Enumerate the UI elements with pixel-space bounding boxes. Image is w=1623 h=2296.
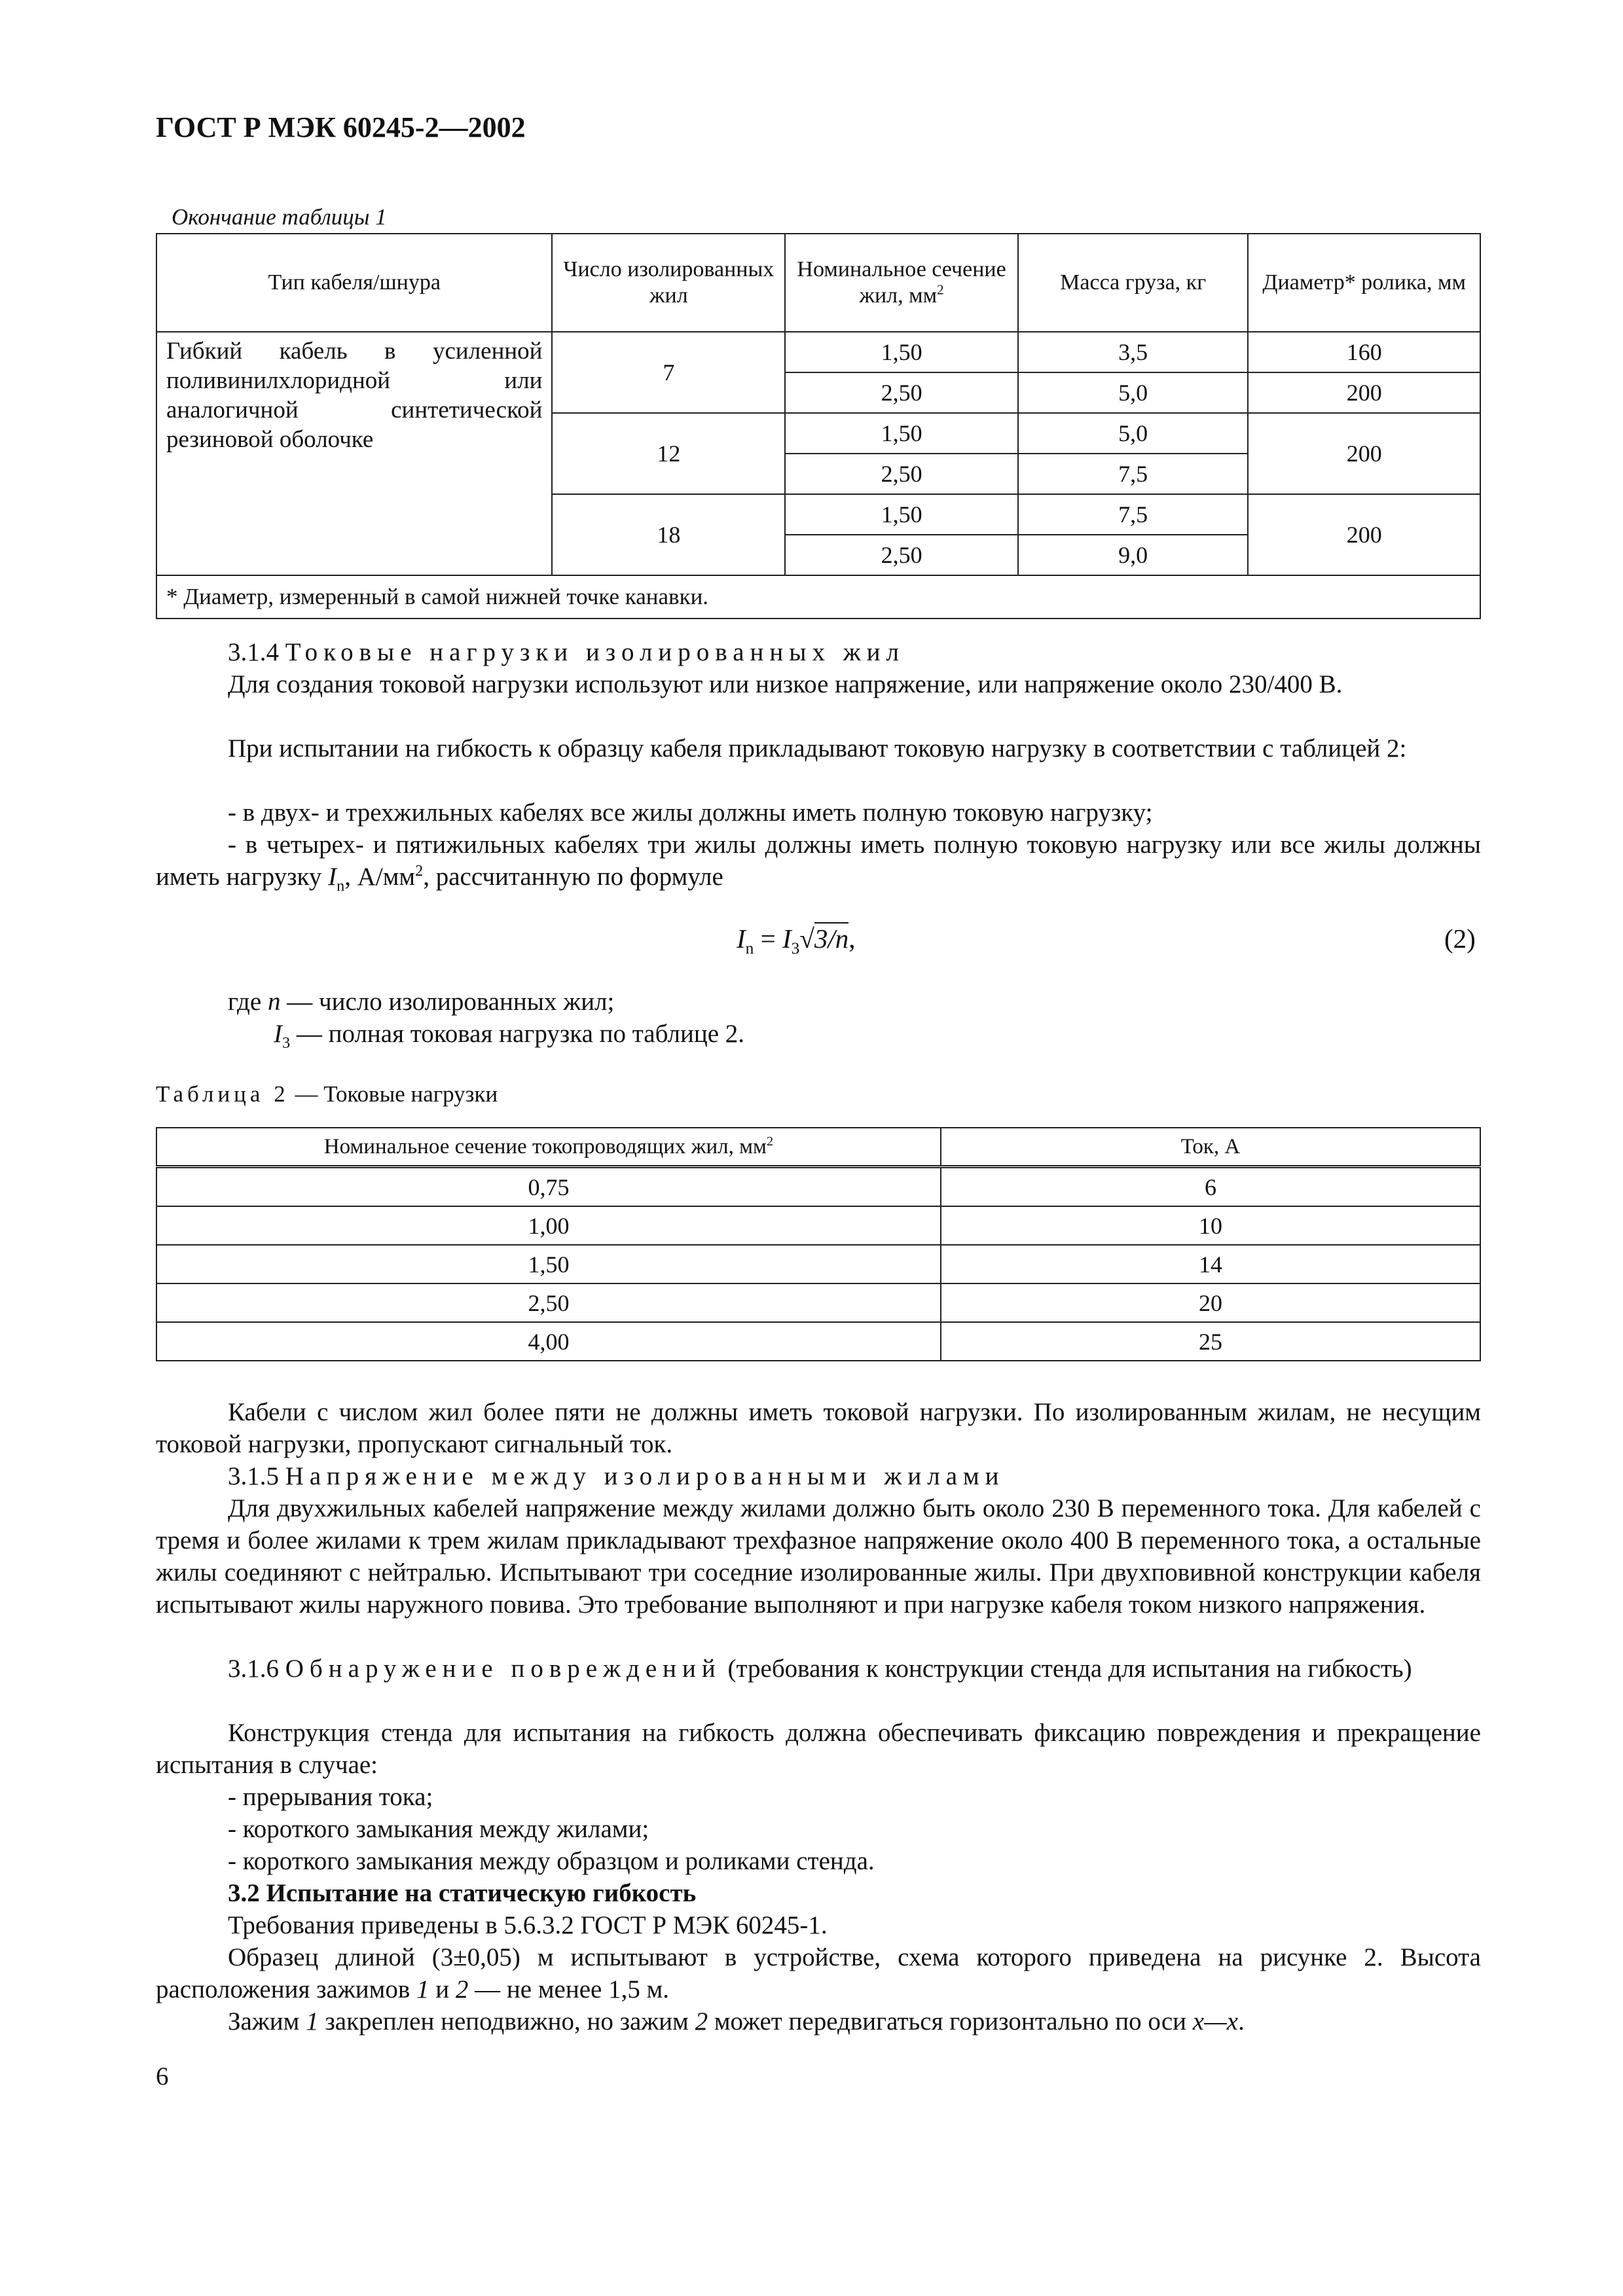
section-cell: 2,50 [156,1283,941,1322]
section-title: Обнаружение повреждений [285,1655,721,1683]
diameter-cell: 200 [1248,413,1480,494]
section-heading [228,1460,1005,1492]
current-cell: 25 [941,1322,1480,1361]
current-cell: 10 [941,1206,1480,1245]
table1-header-cell: Масса груза, кг [1018,234,1248,332]
table1-header-row [156,234,1480,332]
italic-variable: n [267,988,281,1016]
table-row [156,1245,1480,1283]
table1-header-text: Номинальное сечение жил, мм [797,257,1006,308]
section-heading: 3.2 Испытание на статическую гибкость [228,1879,697,1907]
mass-cell: 3,5 [1018,332,1248,372]
section-number: 3.1.5 [228,1462,279,1490]
section-cell: 1,50 [785,332,1018,372]
section-number: 3.1.4 [228,638,279,666]
list-item: - короткого замыкания между жилами; [228,1815,649,1843]
cores-cell: 18 [552,494,785,575]
italic-number: 1 [306,2007,319,2036]
page-number: 6 [156,2062,169,2090]
section-cell: 2,50 [785,372,1018,413]
text-run: и [429,1975,456,2003]
italic-axis: x—x [1192,2007,1239,2036]
section-cell: 1,50 [785,413,1018,454]
table2-caption-label: Таблица 2 [156,1081,289,1107]
section-title: Токовые нагрузки изолированных жил [285,638,905,666]
cores-cell: 7 [552,332,785,413]
table1-header-cell: Тип кабеля/шнура [156,234,552,332]
text-run: может передвигаться горизонтально по оси [708,2007,1193,2036]
table-row [156,332,1480,372]
formula-text: = [754,924,782,954]
section-cell: 4,00 [156,1322,941,1361]
section-cell: 1,50 [785,494,1018,535]
italic-number: 1 [416,1975,429,2003]
where-line [274,1018,744,1050]
list-item: - в двух- и трехжильных кабелях все жилы должны иметь полную токовую нагрузку; [228,798,1153,827]
italic-variable: I [274,1020,282,1048]
table1-header-cell: Число изолированных жил [552,234,785,332]
section-title: Напряжение между изолированными жилами [285,1462,1005,1490]
radicand: 3/n [814,924,849,954]
text-run: — не менее 1,5 м. [468,1975,669,2003]
list-item: - прерывания тока; [228,1783,433,1811]
table1 [156,233,1481,619]
superscript: 2 [415,862,424,880]
mass-cell: 7,5 [1018,494,1248,535]
section-cell: 1,00 [156,1206,941,1245]
table2 [156,1127,1481,1361]
list-item [156,829,1481,893]
mass-cell: 5,0 [1018,372,1248,413]
section-cell: 0,75 [156,1167,941,1207]
table1-footnote: * Диаметр, измеренный в самой нижней точке канавки. [156,575,1480,619]
text-run: , рассчитанную по формуле [423,863,723,891]
mass-cell: 5,0 [1018,413,1248,454]
where-line [228,986,614,1018]
table2-header-cell [156,1128,941,1167]
superscript: 2 [937,281,944,298]
section-cell: 2,50 [785,454,1018,494]
document-header: ГОСТ Р МЭК 60245-2—2002 [156,111,526,143]
paragraph [156,1941,1481,2005]
paragraph: Кабели с числом жил более пяти не должны иметь токовой нагрузки. По изолированным жилам, не несущим токовой нагрузки, пропускают сигнальный ток. [156,1398,1481,1458]
list-item: - короткого замыкания между образцом и роликами стенда. [228,1847,875,1875]
text-run: — полная токовая нагрузка по таблице 2. [290,1020,745,1048]
subscript: n [337,876,345,895]
diameter-cell: 200 [1248,372,1480,413]
table-row [156,1167,1480,1207]
table2-header-text: Номинальное сечение токопроводящих жил, мм [323,1135,767,1158]
superscript: 2 [766,1134,774,1149]
table-row [156,1283,1480,1322]
table2-caption-text: — Токовые нагрузки [289,1081,498,1107]
table1-footnote-row [156,575,1480,619]
mass-cell: 9,0 [1018,535,1248,575]
section-title-rest: (требования к конструкции стенда для испытания на гибкость) [721,1655,1412,1683]
mass-cell: 7,5 [1018,454,1248,494]
table1-header-cell: Диаметр* ролика, мм [1248,234,1480,332]
italic-number: 2 [455,1975,469,2003]
section-cell: 1,50 [156,1245,941,1283]
diameter-cell: 200 [1248,494,1480,575]
text-run: . [1238,2007,1245,2036]
current-cell: 20 [941,1283,1480,1322]
text-run: - в четырех- и пятижильных кабелях три жилы должны иметь полную токовую нагрузку или все жилы должны иметь нагрузку [156,831,1481,891]
text-run: , А/мм [344,863,416,891]
formula-variable: I [782,924,792,954]
formula-text: , [848,924,856,954]
formula-number: (2) [1444,924,1476,954]
formula [737,923,1476,958]
italic-number: 2 [695,2007,708,2036]
radical-sign: √ [799,924,814,954]
text-run: Образец длиной (3±0,05) м испытывают в устройстве, схема которого приведена на рисунке 2. Высота расположения зажимов [156,1943,1481,2003]
text-run: Зажим [228,2007,306,2036]
cores-cell: 12 [552,413,785,494]
paragraph: Требования приведены в 5.6.3.2 ГОСТ Р МЭК 60245-1. [228,1911,828,1939]
paragraph: Конструкция стенда для испытания на гибкость должна обеспечивать фиксацию повреждения и прекращение испытания в случае: [156,1719,1481,1779]
text-run: — число изолированных жил; [280,988,615,1016]
text-run: где [228,988,268,1016]
table1-caption: Окончание таблицы 1 [172,204,387,230]
cable-type-cell: Гибкий кабель в усиленной поливинилхлоридной или аналогичной синтетической резиновой оболочке [156,332,552,575]
table-row [156,1206,1480,1245]
paragraph: Для создания токовой нагрузки используют или низкое напряжение, или напряжение около 230/400 В. [228,670,1343,698]
paragraph [228,2005,1245,2037]
table2-header-row [156,1128,1480,1167]
section-heading [156,1653,1481,1685]
diameter-cell: 160 [1248,332,1480,372]
section-heading [228,636,905,668]
current-cell: 6 [941,1167,1480,1207]
table1-header-cell [785,234,1018,332]
paragraph: При испытании на гибкость к образцу кабеля прикладывают токовую нагрузку в соответствии с таблицей 2: [228,734,1407,762]
subscript: n [745,939,754,958]
subscript: 3 [282,1033,291,1052]
section-number: 3.1.6 [228,1655,279,1683]
table2-header-cell: Ток, А [941,1128,1480,1167]
paragraph: Для двухжильных кабелей напряжение между жилами должно быть около 230 В переменного тока. Для кабелей с тремя и более жилами к трем жилам прикладывают трехфазное напряжение около 400 В переменного тока, а остальные жилы соединяют с нейтралью. Испытывают три соседние изолированные жилы. При двухповивной конструкции кабеля испытывают жилы наружного повива. Это требование выполняют и при нагрузке кабеля током низкого напряжения. [156,1494,1481,1619]
current-cell: 14 [941,1245,1480,1283]
formula-variable: I [737,924,746,954]
section-cell: 2,50 [785,535,1018,575]
text-run: закреплен неподвижно, но зажим [318,2007,695,2036]
italic-variable: I [328,863,337,891]
subscript: 3 [791,939,800,958]
table-row [156,1322,1480,1361]
table2-caption [156,1078,498,1110]
